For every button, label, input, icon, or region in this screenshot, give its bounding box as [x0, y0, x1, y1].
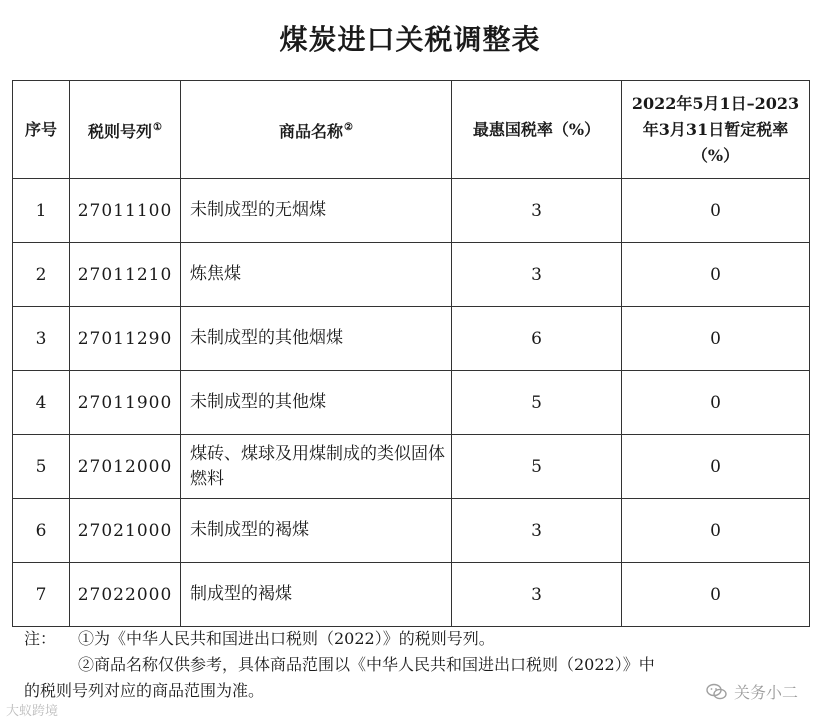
cell-temp-rate: 0: [622, 179, 810, 243]
cell-seq: 7: [13, 563, 70, 627]
cell-name: 制成型的褐煤: [181, 563, 452, 627]
tariff-table: [12, 80, 810, 627]
cell-code: 27012000: [70, 435, 181, 499]
cell-code: 27011210: [70, 243, 181, 307]
header-mfn-rate: 最惠国税率（%）: [452, 81, 622, 179]
cell-name: 未制成型的褐煤: [181, 499, 452, 563]
header-temp-line2: 年3月31日暂定税率: [642, 119, 789, 139]
watermark-left: 大蚁跨境: [6, 704, 59, 719]
table-row: [13, 179, 810, 243]
wechat-icon: [706, 683, 728, 701]
header-temp-line3: （%）: [691, 145, 740, 165]
note-line-2: ②商品名称仅供参考，具体商品范围以《中华人民共和国进出口税则（2022）》中: [78, 655, 655, 674]
cell-temp-rate: 0: [622, 435, 810, 499]
cell-name: 炼焦煤: [181, 243, 452, 307]
header-seq: 序号: [13, 81, 70, 179]
cell-seq: 1: [13, 179, 70, 243]
cell-seq: 6: [13, 499, 70, 563]
cell-code: 27011100: [70, 179, 181, 243]
cell-code: 27021000: [70, 499, 181, 563]
table-header-row: [13, 81, 810, 179]
header-temp-line1: 2022年5月1日–2023: [631, 93, 800, 113]
table-row: [13, 563, 810, 627]
notes-label: 注：: [24, 629, 57, 648]
watermark-right: [706, 680, 798, 703]
cell-mfn-rate: 6: [452, 307, 622, 371]
cell-mfn-rate: 3: [452, 563, 622, 627]
cell-temp-rate: 0: [622, 499, 810, 563]
table-row: [13, 499, 810, 563]
cell-mfn-rate: 5: [452, 435, 622, 499]
cell-name: 煤砖、煤球及用煤制成的类似固体燃料: [181, 435, 452, 499]
header-name-label: 商品名称: [279, 121, 344, 141]
cell-name: 未制成型的其他烟煤: [181, 307, 452, 371]
footnote-mark-1: ①: [153, 121, 162, 133]
cell-seq: 4: [13, 371, 70, 435]
cell-seq: 3: [13, 307, 70, 371]
cell-seq: 2: [13, 243, 70, 307]
header-name: [181, 81, 452, 179]
cell-mfn-rate: 3: [452, 243, 622, 307]
cell-temp-rate: 0: [622, 307, 810, 371]
cell-temp-rate: 0: [622, 371, 810, 435]
table-row: [13, 307, 810, 371]
table-row: [13, 243, 810, 307]
note-line-1: ①为《中华人民共和国进出口税则（2022）》的税则号列。: [78, 629, 495, 648]
page-title: 煤炭进口关税调整表: [279, 23, 541, 56]
cell-code: 27022000: [70, 563, 181, 627]
cell-name: 未制成型的无烟煤: [181, 179, 452, 243]
cell-code: 27011900: [70, 371, 181, 435]
cell-mfn-rate: 5: [452, 371, 622, 435]
cell-mfn-rate: 3: [452, 499, 622, 563]
cell-seq: 5: [13, 435, 70, 499]
note-line-3: 的税则号列对应的商品范围为准。: [24, 681, 265, 700]
header-code-label: 税则号列: [88, 121, 153, 141]
table-row: [13, 435, 810, 499]
cell-temp-rate: 0: [622, 563, 810, 627]
table-row: [13, 371, 810, 435]
footnote-mark-2: ②: [344, 121, 353, 133]
header-temp-rate: [622, 81, 810, 179]
header-code: [70, 81, 181, 179]
cell-code: 27011290: [70, 307, 181, 371]
cell-name: 未制成型的其他煤: [181, 371, 452, 435]
watermark-right-text: 关务小二: [733, 683, 798, 702]
cell-temp-rate: 0: [622, 243, 810, 307]
cell-mfn-rate: 3: [452, 179, 622, 243]
